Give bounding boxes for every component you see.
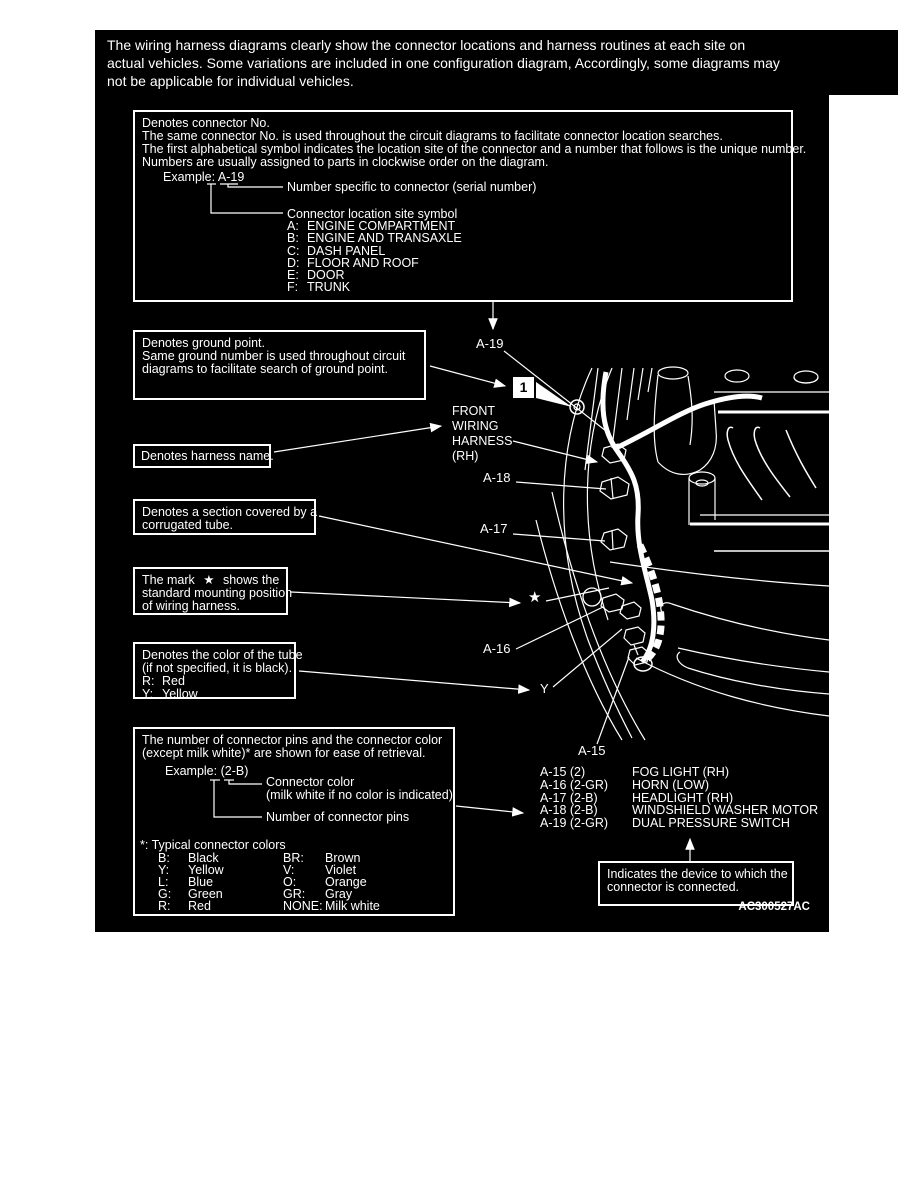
label-a17: A-17 xyxy=(480,521,508,536)
connector-list xyxy=(540,766,818,830)
pins-example xyxy=(165,764,248,778)
site-name: FLOOR AND ROOF xyxy=(307,256,419,270)
front-harness-line-3: HARNESS xyxy=(452,434,513,448)
color-code: G: xyxy=(158,887,172,901)
connector-device: WINDSHIELD WASHER MOTOR xyxy=(632,803,819,818)
ground-line-3: diagrams to facilitate search of ground point. xyxy=(142,362,388,376)
connector-no-line-4: Numbers are usually assigned to parts in clockwise order on the diagram. xyxy=(142,155,549,169)
connector-example-value: A-19 xyxy=(217,170,245,184)
color-row xyxy=(158,899,380,913)
connector-no-line-3: The first alphabetical symbol indicates the location site of the connector and a number that follows is the unique number. xyxy=(142,142,807,156)
label-a16: A-16 xyxy=(483,641,511,656)
mark-line-1-post: shows the xyxy=(222,573,280,587)
ground-line-1: Denotes ground point. xyxy=(142,336,266,350)
color-name: Blue xyxy=(188,875,214,889)
site-row xyxy=(287,280,350,294)
corrugated-tube-box xyxy=(133,499,316,535)
color-code: Y: xyxy=(158,863,170,877)
connector-device: DUAL PRESSURE SWITCH xyxy=(632,816,790,831)
color-name: Gray xyxy=(325,887,353,901)
tube-color-code: Y: xyxy=(142,687,154,701)
site-name: DOOR xyxy=(307,268,345,282)
intro-line-3: not be applicable for individual vehicles. xyxy=(107,73,354,89)
site-name: ENGINE AND TRANSAXLE xyxy=(307,231,462,245)
device-line-1: Indicates the device to which the xyxy=(607,867,788,881)
front-harness-line-2: WIRING xyxy=(452,419,499,433)
star-icon: ★ xyxy=(203,573,215,587)
device-line-2: connector is connected. xyxy=(607,880,740,894)
pins-example-label: Example: xyxy=(165,764,218,778)
color-name: Milk white xyxy=(325,899,380,913)
tube-color-line-1: Denotes the color of the tube xyxy=(142,648,303,662)
label-a18: A-18 xyxy=(483,470,511,485)
site-name: DASH PANEL xyxy=(307,244,386,258)
tube-color-box xyxy=(133,642,303,701)
color-code: GR: xyxy=(283,887,306,901)
connector-id: A-16 (2-GR) xyxy=(540,777,609,792)
site-code: E: xyxy=(287,268,299,282)
connector-color-note-1: Connector color xyxy=(266,775,355,789)
mark-line-3: of wiring harness. xyxy=(142,599,240,613)
color-name: Red xyxy=(188,899,211,913)
site-code: D: xyxy=(287,256,300,270)
pins-example-value: (2-B) xyxy=(220,764,249,778)
color-name: Brown xyxy=(325,851,361,865)
connector-device: HORN (LOW) xyxy=(632,777,710,792)
color-code: O: xyxy=(283,875,297,889)
label-y: Y xyxy=(540,681,549,696)
site-code: C: xyxy=(287,244,300,258)
connector-example xyxy=(163,170,244,184)
tube-color-name: Yellow xyxy=(162,687,198,701)
ground-point-box xyxy=(133,330,426,400)
tube-color-row xyxy=(142,688,287,701)
pins-intro-1: The number of connector pins and the connector color xyxy=(142,733,443,747)
star-mark: ★ xyxy=(528,589,542,606)
intro-line-2: actual vehicles. Some variations are included in one configuration diagram, Accordingly, some diagrams may xyxy=(107,55,780,71)
mark-box xyxy=(133,567,293,615)
harness-name-box xyxy=(133,444,274,468)
connector-id: A-19 (2-GR) xyxy=(540,816,609,831)
corrugated-line-2: corrugated tube. xyxy=(142,518,234,532)
front-harness-line-1: FRONT xyxy=(452,404,496,418)
site-row xyxy=(287,231,462,245)
connector-list-row xyxy=(540,817,818,830)
site-code: A: xyxy=(287,219,299,233)
connector-id: A-17 (2-B) xyxy=(540,790,598,805)
site-name: ENGINE COMPARTMENT xyxy=(307,219,456,233)
connector-no-line-1: Denotes connector No. xyxy=(142,116,270,130)
site-symbol-title: Connector location site symbol xyxy=(287,207,458,221)
site-code: B: xyxy=(287,231,299,245)
tube-color-name: Red xyxy=(162,674,185,688)
connector-id: A-18 (2-B) xyxy=(540,803,598,818)
connector-example-label: Example: xyxy=(163,170,216,184)
intro-line-1: The wiring harness diagrams clearly show the connector locations and harness routines at each site on xyxy=(107,37,746,53)
connector-color-note-2: (milk white if no color is indicated) xyxy=(266,788,453,802)
pins-intro-2: (except milk white)* are shown for ease of retrieval. xyxy=(142,746,426,760)
connector-id: A-15 (2) xyxy=(540,765,586,779)
label-a15: A-15 xyxy=(578,743,606,758)
connector-no-box xyxy=(133,110,807,302)
mark-line-1-pre: The mark xyxy=(142,573,195,587)
connector-device: FOG LIGHT (RH) xyxy=(632,765,729,779)
figure-code: AC300527AC xyxy=(738,901,810,913)
connector-no-line-2: The same connector No. is used throughout the circuit diagrams to facilitate connector location searches. xyxy=(142,129,723,143)
color-name: Violet xyxy=(325,863,357,877)
front-harness-label xyxy=(452,404,512,464)
tube-color-code: R: xyxy=(142,674,155,688)
tube-color-line-2: (if not specified, it is black). xyxy=(142,661,293,675)
ground-line-2: Same ground number is used throughout circuit xyxy=(142,349,406,363)
color-code: NONE: xyxy=(283,899,323,913)
color-name: Orange xyxy=(325,875,367,889)
color-name: Green xyxy=(188,887,223,901)
connector-device: HEADLIGHT (RH) xyxy=(632,790,734,805)
color-code: BR: xyxy=(283,851,304,865)
color-code: L: xyxy=(158,875,169,889)
device-box xyxy=(598,861,794,906)
color-code: R: xyxy=(158,899,171,913)
typical-colors-title: *: Typical connector colors xyxy=(140,838,286,852)
color-name: Yellow xyxy=(188,863,224,877)
corrugated-line-1: Denotes a section covered by a xyxy=(142,505,318,519)
color-code: B: xyxy=(158,851,170,865)
color-name: Black xyxy=(188,851,219,865)
color-code: V: xyxy=(283,863,295,877)
front-harness-line-4: (RH) xyxy=(452,449,479,463)
pins-count-note: Number of connector pins xyxy=(266,810,410,824)
intro-paragraph xyxy=(107,36,780,90)
site-name: TRUNK xyxy=(307,280,351,294)
harness-name-text: Denotes harness name. xyxy=(141,449,274,463)
serial-note: Number specific to connector (serial number) xyxy=(287,180,537,194)
mark-line-2: standard mounting position xyxy=(142,586,293,600)
ground-marker: 1 xyxy=(513,377,534,398)
site-code: F: xyxy=(287,280,299,294)
label-a19: A-19 xyxy=(476,336,504,351)
